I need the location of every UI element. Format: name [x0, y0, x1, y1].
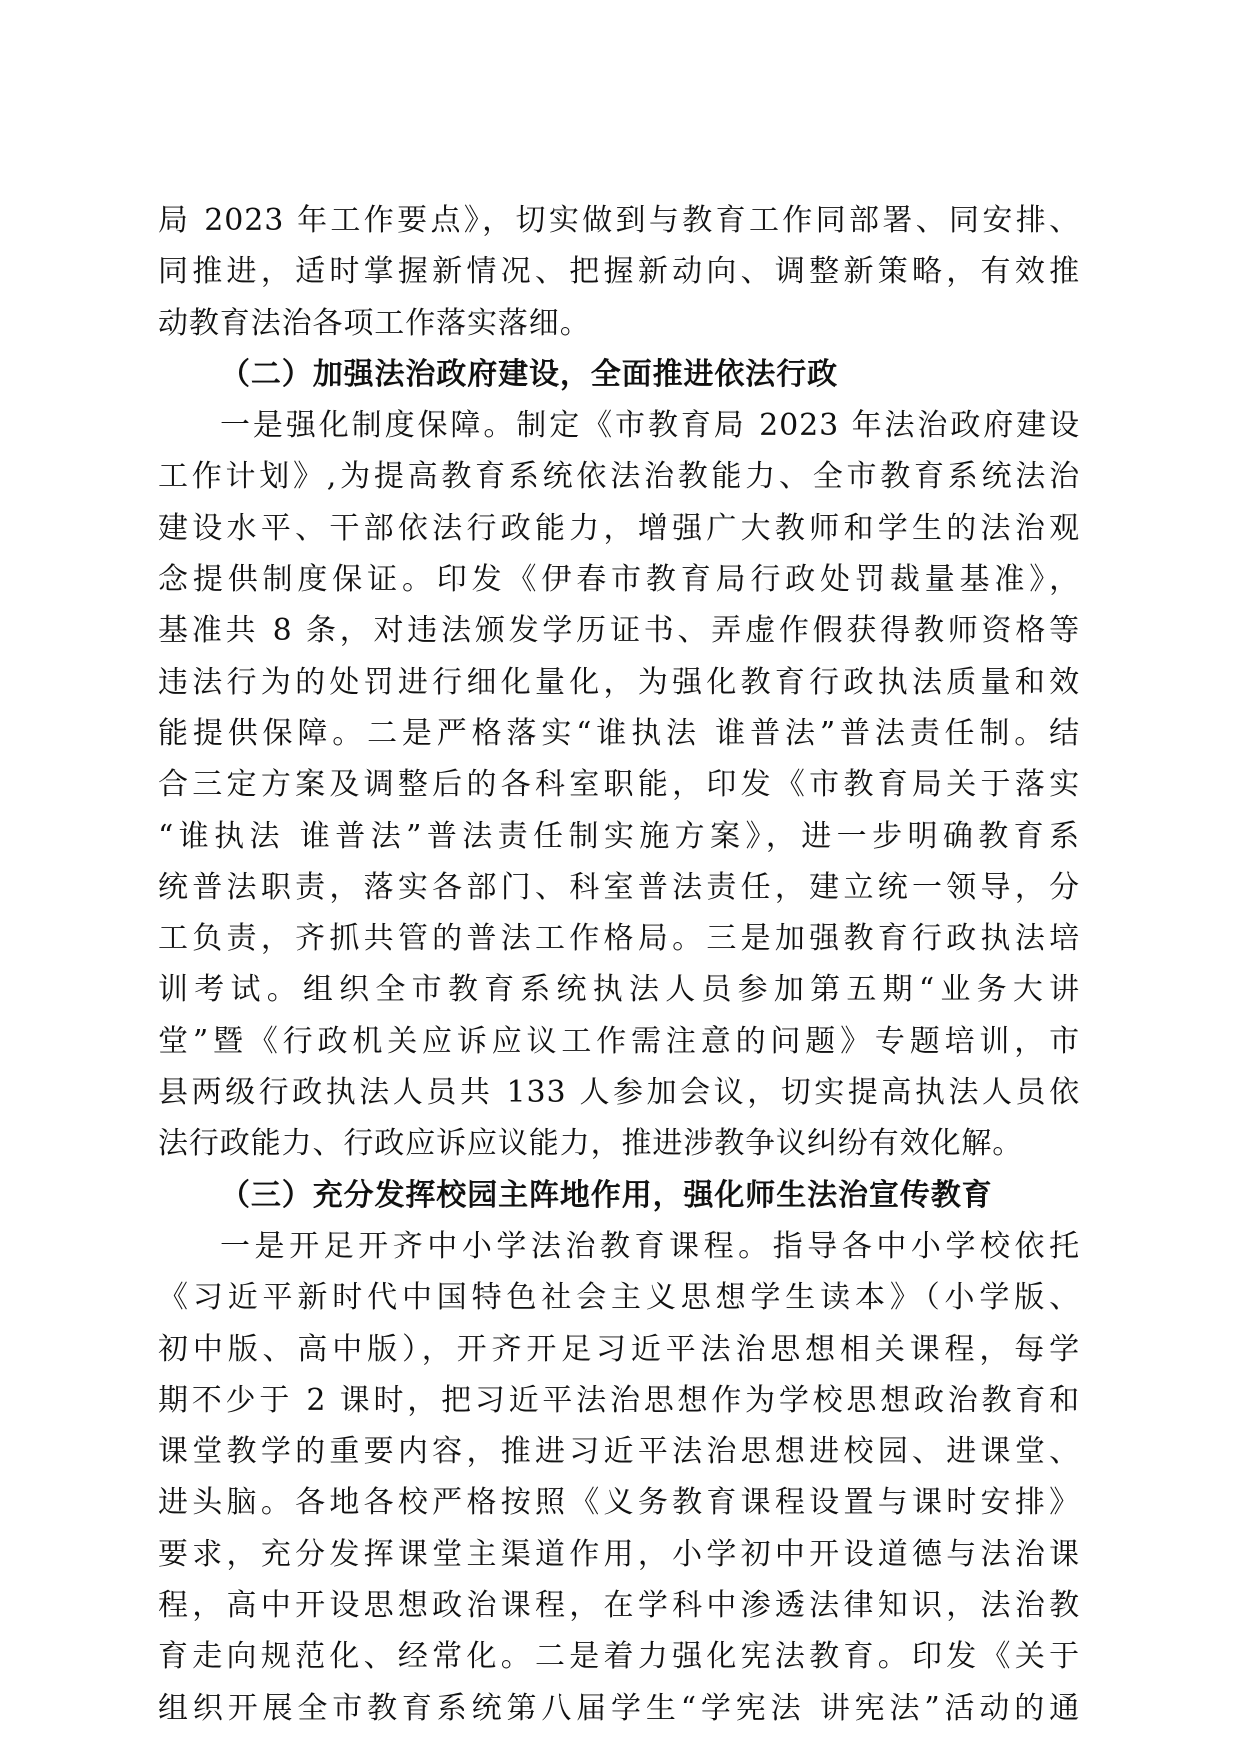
text-line: 工作计划》,为提高教育系统依法治教能力、全市教育系统法治 [158, 459, 1080, 495]
text-line: 违法行为的处罚进行细化量化，为强化教育行政执法质量和效 [158, 664, 1080, 700]
text-line: 初中版、高中版），开齐开足习近平法治思想相关课程，每学 [158, 1331, 1080, 1367]
text-line: 基准共 8 条，对违法颁发学历证书、弄虚作假获得教师资格等 [158, 613, 1080, 649]
text-line: “谁执法 谁普法”普法责任制实施方案》，进一步明确教育系 [158, 818, 1080, 854]
heading-text: （三）充分发挥校园主阵地作用，强化师生法治宣传教育 [220, 1177, 993, 1213]
paragraph-campus-education [158, 1221, 1080, 1734]
text-line: 合三定方案及调整后的各科室职能，印发《市教育局关于落实 [158, 767, 1080, 803]
text-line: 念提供制度保证。印发《伊春市教育局行政处罚裁量基准》， [158, 562, 1080, 598]
text-line: 动教育法治各项工作落实落细。 [158, 305, 591, 341]
text-line: 能提供保障。二是严格落实“谁执法 谁普法”普法责任制。结 [158, 715, 1080, 751]
text-line: 程，高中开设思想政治课程，在学科中渗透法律知识，法治教 [158, 1588, 1080, 1624]
text-line: 要求，充分发挥课堂主渠道作用，小学初中开设道德与法治课 [158, 1536, 1080, 1572]
text-line: 《习近平新时代中国特色社会主义思想学生读本》（小学版、 [158, 1280, 1080, 1316]
document-page [158, 195, 1080, 1734]
text-line: 建设水平、干部依法行政能力，增强广大教师和学生的法治观 [158, 510, 1080, 546]
text-line: 进头脑。各地各校严格按照《义务教育课程设置与课时安排》 [158, 1485, 1080, 1521]
text-line: 堂”暨《行政机关应诉应议工作需注意的问题》专题培训，市 [158, 1023, 1080, 1059]
section-heading-3 [158, 1170, 1080, 1221]
text-line: 一是强化制度保障。制定《市教育局 2023 年法治政府建设 [220, 408, 1080, 444]
text-line: 统普法职责，落实各部门、科室普法责任，建立统一领导，分 [158, 869, 1080, 905]
paragraph-law-government [158, 400, 1080, 1169]
text-line: 期不少于 2 课时，把习近平法治思想作为学校思想政治教育和 [158, 1382, 1080, 1418]
text-line: 局 2023 年工作要点》，切实做到与教育工作同部署、同安排、 [158, 203, 1080, 238]
section-heading-2 [158, 349, 1080, 400]
text-line: 法行政能力、行政应诉应议能力，推进涉教争议纠纷有效化解。 [158, 1126, 1024, 1162]
text-line: 组织开展全市教育系统第八届学生“学宪法 讲宪法”活动的通 [158, 1690, 1080, 1726]
text-line: 一是开足开齐中小学法治教育课程。指导各中小学校依托 [220, 1228, 1080, 1264]
text-line: 育走向规范化、经常化。二是着力强化宪法教育。印发《关于 [158, 1639, 1080, 1675]
text-line: 县两级行政执法人员共 133 人参加会议，切实提高执法人员依 [158, 1075, 1080, 1111]
text-line: 工负责，齐抓共管的普法工作格局。三是加强教育行政执法培 [158, 921, 1080, 957]
paragraph-intro-continuation [158, 195, 1080, 349]
text-line: 训考试。组织全市教育系统执法人员参加第五期“业务大讲 [158, 972, 1080, 1008]
text-line: 同推进，适时掌握新情况、把握新动向、调整新策略，有效推 [158, 254, 1080, 290]
text-line: 课堂教学的重要内容，推进习近平法治思想进校园、进课堂、 [158, 1434, 1080, 1470]
heading-text: （二）加强法治政府建设，全面推进依法行政 [220, 356, 838, 392]
